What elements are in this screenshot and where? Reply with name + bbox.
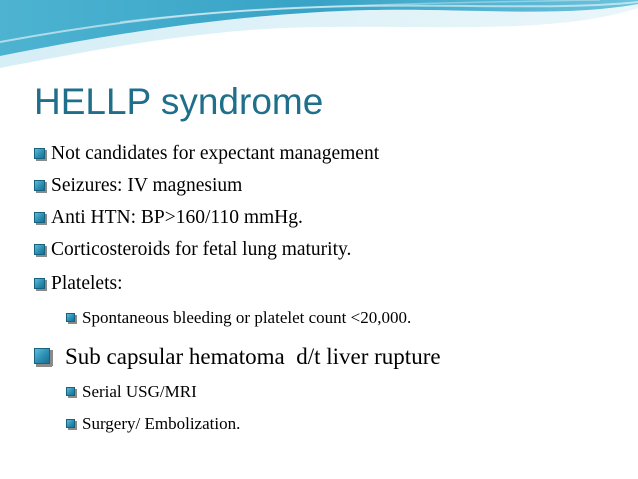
bullet-item <box>34 206 303 230</box>
bullet-item <box>34 343 441 371</box>
bullet-text: Serial USG/MRI <box>82 382 197 401</box>
bullet-text: Corticosteroids for fetal lung maturity. <box>51 239 352 260</box>
square-bullet-icon <box>34 180 48 194</box>
square-bullet-icon <box>34 348 53 367</box>
slide-title: HELLP syndrome <box>34 81 324 122</box>
square-bullet-icon <box>34 244 48 258</box>
square-bullet-icon <box>34 148 48 162</box>
square-bullet-icon <box>34 212 48 226</box>
bullet-text: Platelets: <box>51 273 123 294</box>
bullet-text: Spontaneous bleeding or platelet count <20,000. <box>82 308 412 327</box>
bullet-text: Anti HTN: BP>160/110 mmHg. <box>51 207 303 228</box>
bullet-text: Not candidates for expectant management <box>51 143 380 164</box>
bullet-text: Sub capsular hematoma d/t liver rupture <box>65 344 441 369</box>
sub-bullet-item <box>66 307 411 329</box>
bullet-text: Surgery/ Embolization. <box>82 414 241 433</box>
bullet-item <box>34 174 242 198</box>
bullet-item <box>34 238 351 262</box>
sub-bullet-item <box>66 413 240 435</box>
square-bullet-icon <box>66 313 78 325</box>
bullet-item <box>34 142 379 166</box>
bullet-text: Seizures: IV magnesium <box>51 175 243 196</box>
square-bullet-icon <box>34 278 48 292</box>
square-bullet-icon <box>66 387 78 399</box>
square-bullet-icon <box>66 419 78 431</box>
bullet-item <box>34 272 123 296</box>
sub-bullet-item <box>66 381 197 403</box>
